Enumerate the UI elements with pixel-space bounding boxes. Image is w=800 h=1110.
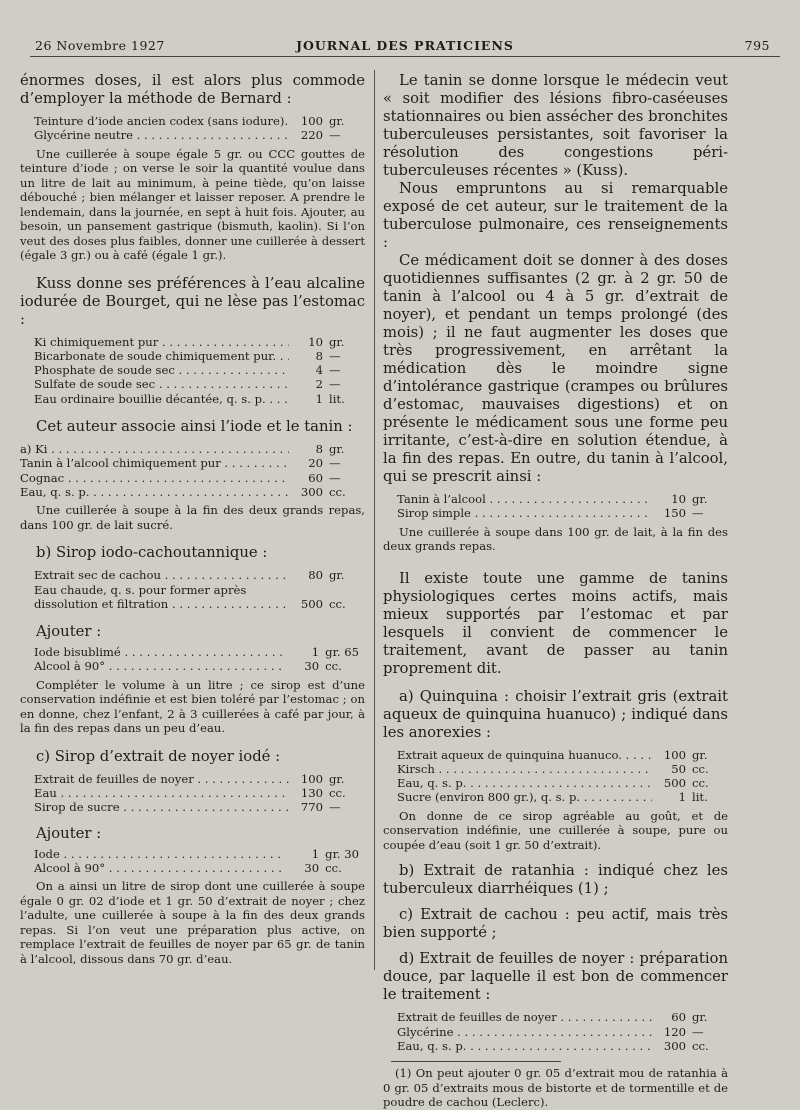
ingredient-unit: gr. [692, 747, 708, 762]
ingredient-unit: — [329, 800, 341, 815]
recipe-table-sirop-cachou [34, 568, 359, 611]
ingredient-name: Eau ordinaire bouillie décantée, q. s. p. . . . [34, 392, 289, 406]
recipe-table-tanin-alcool [397, 492, 722, 521]
ingredient-name: Alcool à 90° . . . [34, 861, 285, 875]
ingredient-quantity: 100 [300, 771, 323, 786]
ingredient-quantity: 1 [311, 846, 320, 861]
ingredient-unit: gr. [329, 442, 345, 457]
recipe-row [34, 392, 359, 406]
recipe-row [397, 1039, 722, 1053]
ingredient-name: Teinture d’iode ancien codex (sans iodure). . . . [34, 114, 289, 128]
recipe-row [20, 442, 359, 456]
recipe-note-iode: Une cuillerée à soupe égale 5 gr. ou CCC gouttes de teinture d’iode ; on verse le soir la quantité voulue dans un litre de lait au minimum, à peine tiède, qu’on laisse débouché ; bien mélanger et laisser reposer. A prendre le lendemain, dans la journée, en sept à huit fois. Ajouter, au besoin, un pansement gastrique (bismuth, kaolin). Si l’on veut des doses plus faibles, donner une cuillerée à dessert (égale 3 gr.) ou à café (égale 1 gr.). [20, 146, 365, 263]
right-column [383, 72, 728, 1110]
item-d-noyer: d) Extrait de feuilles de noyer : préparation douce, par laquelle il est bon de commencer le traitement : [383, 950, 728, 1004]
recipe-row [397, 762, 722, 776]
ingredient-name: Tanin à l’alcool . . . [397, 492, 652, 506]
ajouter-heading-2: Ajouter : [36, 824, 102, 842]
ingredient-name: Phosphate de soude sec . . . [34, 363, 289, 377]
ingredient-quantity: 770 [300, 800, 323, 815]
ajouter-heading-1: Ajouter : [36, 623, 102, 641]
ingredient-name: Kirsch . . . [397, 762, 652, 776]
ingredient-quantity: 20 [308, 456, 323, 471]
recipe-note-sirop-cachou: Compléter le volume à un litre ; ce sirop est d’une conservation indéfinie et est bien toléré par l’estomac ; on en donne, chez l’enfant, 2 à 3 cuillerées à café par jour, à la fin des repas dans un peu d’eau. [20, 677, 365, 736]
ingredient-quantity: 8 [315, 442, 323, 457]
recipe-row [20, 485, 359, 499]
ingredient-unit: — [329, 348, 341, 363]
recipe-note-sirop-noyer: On a ainsi un litre de sirop dont une cuillerée à soupe égale 0 gr. 02 d’iode et 1 gr. 50 d’extrait de noyer ; chez l’adulte, une cuillerée à soupe à la fin des deux grands repas. Si l’on veut une préparation plus active, on remplace l’extrait de feuilles de noyer par 65 gr. de tanin à l’alcool, dissous dans 70 gr. d’eau. [20, 879, 365, 966]
ingredient-name: Sulfate de soude sec . . . [34, 377, 289, 391]
recipe-table-eau-alcaline [34, 335, 359, 406]
item-c-cachou: c) Extrait de cachou : peu actif, mais très bien supporté ; [383, 906, 728, 942]
recipe-row [34, 861, 359, 875]
ingredient-name: Glycérine . . . [397, 1025, 652, 1039]
recipe-table-quinquina [397, 748, 722, 805]
recipe-row [397, 748, 722, 762]
ingredient-unit: — [329, 363, 341, 378]
ingredient-name: Eau, q. s. p. . . . [397, 776, 652, 790]
ingredient-quantity: 150 [663, 506, 686, 521]
ingredient-quantity: 10 [308, 334, 323, 349]
ingredient-quantity: 300 [300, 484, 323, 499]
ingredient-quantity: 2 [315, 377, 323, 392]
tanin-paragraph: Le tanin se donne lorsque le médecin veut « soit modifier des lésions fibro-caséeuses stationnaires ou bien assécher des bronchites tuberculeuses persistantes, soit favoriser la résolution des congestions péri-tuberculeuses récentes » (Kuss). [383, 72, 728, 179]
item-a-quinquina: a) Quinquina : choisir l’extrait gris (extrait aqueux de quinquina huanuco) ; indiqué dans les anorexies : [383, 687, 728, 741]
recipe-note-iode-tanin: Une cuillerée à soupe à la fin des deux grands repas, dans 100 gr. de lait sucré. [20, 503, 365, 532]
ingredient-name: a) Ki . . . [20, 442, 289, 456]
ingredient-unit: cc. [329, 484, 346, 499]
section-b-title: b) Sirop iodo-cachoutannique : [36, 544, 268, 562]
ingredient-name: Bicarbonate de soude chimiquement pur. . . . [34, 349, 289, 363]
ingredient-name: Tanin à l’alcool chimiquement pur . . . [20, 456, 289, 470]
recipe-row [34, 659, 359, 673]
left-intro: énormes doses, il est alors plus commode d’employer la méthode de Bernard : [20, 72, 365, 107]
recipe-row [397, 1010, 722, 1024]
ingredient-quantity: 120 [663, 1024, 686, 1039]
recipe-table-noyer [397, 1010, 722, 1053]
ingredient-quantity: 30 [304, 860, 320, 875]
ingredient-unit: cc. [692, 761, 709, 776]
recipe-row [20, 456, 359, 470]
ingredient-unit: — [329, 377, 341, 392]
recipe-row [20, 471, 359, 485]
assoc-paragraph: Cet auteur associe ainsi l’iode et le tanin : [36, 418, 353, 436]
ingredient-name: Sucre (environ 800 gr.), q. s. p. . . . [397, 790, 652, 804]
ingredient-quantity: 4 [315, 363, 323, 378]
dosage-paragraph: Ce médicament doit se donner à des doses quotidiennes suffisantes (2 gr. à 2 gr. 50 de tanin à l’alcool ou 4 à 5 gr. d’extrait de noyer), et pendant un temps prolongé (des mois) ; il ne faut augmenter les doses que très progressivement, en arrêtant la médication dès le moindre signe d’intolérance gastrique (crampes ou brûlures d’estomac, mauvaises digestions) et on présente le médicament sous une forme peu irritante, c’est-à-dire en solution étendue, à la fin des repas. En outre, du tanin à l’alcool, qui se prescrit ainsi : [383, 252, 728, 485]
recipe-table-sirop-noyer [34, 772, 359, 815]
ingredient-name: Sirop simple . . . [397, 506, 652, 520]
ingredient-unit: cc. [692, 1038, 709, 1053]
ingredient-name: Ki chimiquement pur . . . [34, 335, 289, 349]
ingredient-quantity: 100 [663, 747, 686, 762]
ingredient-unit: gr. [329, 771, 345, 786]
footnote: (1) On peut ajouter 0 gr. 05 d’extrait mou de ratanhia à 0 gr. 05 d’extraits mous de bistorte et de tormentille et de poudre de cachou (Leclerc). [383, 1066, 728, 1110]
ingredient-name: Extrait de feuilles de noyer . . . [397, 1010, 652, 1024]
ingredient-unit: gr. [329, 114, 345, 128]
ingredient-unit: gr. 30 [325, 846, 359, 861]
ingredient-name: dissolution et filtration . . . [34, 597, 289, 611]
ingredient-quantity: 100 [300, 114, 323, 128]
ingredient-name: Extrait de feuilles de noyer . . . [34, 772, 289, 786]
header-date: 26 Novembre 1927 [35, 38, 165, 53]
ingredient-quantity: 80 [308, 568, 323, 583]
ingredient-unit: cc. [325, 659, 342, 674]
recipe-note-quinquina: On donne de ce sirop agréable au goût, et de conservation indéfinie, une cuillerée à soupe, pure ou coupée d’eau (soit 1 gr. 50 d’extrait). [383, 808, 728, 852]
ingredient-name: Eau, q. s. p. . . . [397, 1039, 652, 1053]
recipe-row [397, 1025, 722, 1039]
ingredient-quantity: 300 [663, 1038, 686, 1053]
ingredient-unit: — [329, 470, 341, 485]
ingredient-unit: cc. [329, 596, 346, 611]
kuss-paragraph: Kuss donne ses préférences à l’eau alcaline iodurée de Bourget, qui ne lèse pas l’estomac : [20, 274, 365, 328]
recipe-row [34, 363, 359, 377]
ingredient-unit: — [329, 456, 341, 471]
ingredient-unit: gr. [692, 492, 708, 506]
recipe-row [397, 506, 722, 520]
ingredient-unit: lit. [329, 391, 345, 406]
ingredient-unit [326, 583, 359, 597]
recipe-row [34, 349, 359, 363]
header-journal-title: JOURNAL DES PRATICIENS [296, 38, 514, 53]
ingredient-unit: — [692, 1024, 704, 1039]
ingredient-name: Extrait sec de cachou . . . [34, 568, 289, 582]
ingredient-name: Extrait aqueux de quinquina huanuco. . . . [397, 748, 652, 762]
recipe-row [34, 568, 359, 582]
recipe-table-iode [34, 114, 359, 143]
ingredient-quantity: 8 [315, 348, 323, 363]
recipe-row [34, 800, 359, 814]
ingredient-quantity: 30 [304, 659, 320, 674]
ingredient-quantity: 1 [315, 391, 323, 406]
ingredient-quantity: 1 [311, 645, 320, 660]
ingredient-quantity: 220 [300, 128, 323, 143]
footnote-rule [391, 1061, 561, 1062]
column-divider [374, 70, 375, 970]
emprunt-paragraph: Nous empruntons au si remarquable exposé de cet auteur, sur le traitement de la tuberculose pulmonaire, ces renseignements : [383, 180, 728, 251]
recipe-row [397, 790, 722, 804]
recipe-row [34, 128, 359, 142]
ingredient-quantity: 130 [300, 786, 323, 801]
ingredient-unit: gr. [329, 568, 345, 583]
recipe-row [397, 492, 722, 506]
recipe-table-ajouter-2 [34, 847, 359, 876]
ingredient-unit: lit. [692, 790, 708, 805]
ingredient-unit: — [692, 506, 704, 521]
ingredient-quantity: 500 [663, 776, 686, 791]
ingredient-unit: cc. [325, 860, 342, 875]
ingredient-unit: gr. 65 [325, 645, 359, 660]
tanins-physiologiques-paragraph: Il existe toute une gamme de tanins physiologiques certes moins actifs, mais mieux supportés par l’estomac et par lesquels il convient de commencer le traitement, avant de passer au tanin proprement dit. [383, 569, 728, 677]
recipe-row [34, 645, 359, 659]
ingredient-name: Eau . . . [34, 786, 289, 800]
ingredient-unit: cc. [692, 776, 709, 791]
recipe-row [34, 772, 359, 786]
ingredient-unit: — [329, 128, 341, 143]
ingredient-unit: gr. [692, 1010, 708, 1025]
recipe-note-tanin-alcool: Une cuillerée à soupe dans 100 gr. de lait, à la fin des deux grands repas. [383, 524, 728, 554]
ingredient-quantity: 10 [671, 492, 686, 506]
ingredient-unit: gr. [329, 334, 345, 349]
ingredient-name: Iode bisublimé . . . [34, 645, 285, 659]
recipe-row [34, 377, 359, 391]
header-page-number: 795 [744, 38, 770, 53]
ingredient-name: Cognac . . . [20, 471, 289, 485]
ingredient-name: Eau, q. s. p. . . . [20, 485, 289, 499]
ingredient-name: Sirop de sucre . . . [34, 800, 289, 814]
ingredient-quantity [289, 583, 326, 597]
recipe-row [34, 786, 359, 800]
recipe-row [34, 597, 359, 611]
recipe-row [34, 847, 359, 861]
ingredient-quantity: 1 [678, 790, 686, 805]
ingredient-name: Iode . . . [34, 847, 285, 861]
section-c-title: c) Sirop d’extrait de noyer iodé : [36, 747, 281, 765]
ingredient-name: Glycérine neutre . . . [34, 128, 289, 142]
recipe-row [34, 583, 359, 597]
recipe-row [34, 114, 359, 128]
item-b-ratanhia: b) Extrait de ratanhia : indiqué chez les tuberculeux diarrhéiques (1) ; [383, 862, 728, 898]
ingredient-quantity: 60 [671, 1010, 686, 1025]
ingredient-name: Eau chaude, q. s. pour former après [34, 582, 247, 597]
ingredient-quantity: 60 [308, 470, 323, 485]
recipe-row [34, 335, 359, 349]
recipe-table-ajouter-1 [34, 645, 359, 674]
recipe-table-iode-tanin [20, 442, 359, 499]
running-header [30, 36, 780, 57]
recipe-row [397, 776, 722, 790]
ingredient-name: Alcool à 90° . . . [34, 659, 285, 673]
ingredient-quantity: 50 [671, 761, 686, 776]
ingredient-quantity: 500 [300, 596, 323, 611]
left-column [20, 72, 365, 966]
ingredient-unit: cc. [329, 786, 346, 801]
